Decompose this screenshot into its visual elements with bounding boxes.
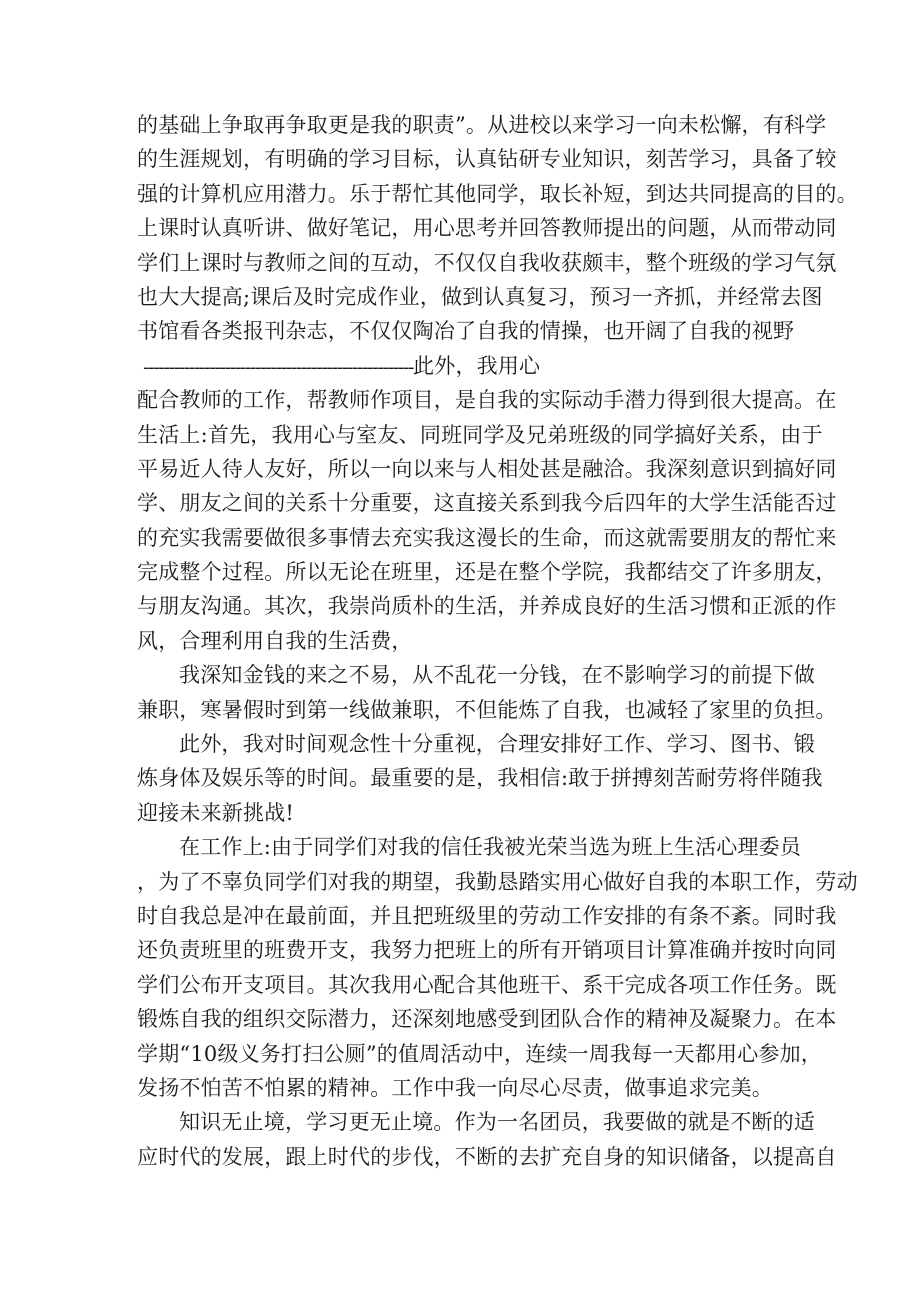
dash-separator: ----------------------------------------------------- (143, 356, 414, 378)
text-line: 生活上:首先，我用心与室友、同班同学及兄弟班级的同学搞好关系，由于 (137, 422, 823, 447)
text-line: 风，合理利用自我的生活费， (137, 628, 413, 653)
text-line: 平易近人待人友好，所以一向以来与人相处甚是融洽。我深刻意识到搞好同 (137, 456, 837, 481)
text-line: 学们上课时与教师之间的互动，不仅仅自我收获颇丰，整个班级的学习气氛 (137, 250, 837, 275)
text-line: 炼身体及娱乐等的时间。最重要的是，我相信:敢于拼搏刻苦耐劳将伴随我 (137, 766, 823, 791)
text-line: 完成整个过程。所以无论在班里，还是在整个学院，我都结交了许多朋友， (137, 560, 837, 585)
text-line: 与朋友沟通。其次，我崇尚质朴的生活，并养成良好的生活习惯和正派的作 (137, 594, 837, 619)
text-line: ，为了不辜负同学们对我的期望，我勤恳踏实用心做好自我的本职工作，劳动 (137, 869, 858, 894)
text-line: 配合教师的工作，帮教师作项目，是自我的实际动手潜力得到很大提高。在 (137, 388, 837, 413)
text-line: 上课时认真听讲、做好笔记，用心思考并回答教师提出的问题，从而带动同 (137, 216, 837, 241)
paragraph-1 (137, 108, 858, 349)
text-line: 还负责班里的班费开支，我努力把班上的所有开销项目计算准确并按时向同 (137, 938, 837, 963)
dash-separator-line (137, 349, 797, 383)
text-line: 兼职，寒暑假时到第一线做兼职，不但能炼了自我，也减轻了家里的负担。 (137, 697, 837, 722)
text-line: 锻炼自我的组织交际潜力，还深刻地感受到团队合作的精神及凝聚力。在本 (137, 1007, 837, 1032)
paragraph-3 (137, 658, 837, 727)
text-line: 的生涯规划，有明确的学习目标，认真钻研专业知识，刻苦学习，具备了较 (137, 147, 837, 172)
dash-tail-text: 此外，我用心 (413, 353, 541, 378)
text-line: 也大大提高;课后及时完成作业，做到认真复习，预习一齐抓，并经常去图 (137, 284, 823, 309)
text-line: 学们公布开支项目。其次我用心配合其他班干、系干完成各项工作任务。既 (137, 972, 837, 997)
document-body (137, 108, 858, 1174)
text-line: 知识无止境，学习更无止境。作为一名团员，我要做的就是不断的适 (179, 1110, 815, 1135)
text-line: 迎接未来新挑战! (137, 800, 295, 825)
paragraph-5 (137, 830, 858, 1105)
paragraph-4 (137, 727, 823, 830)
text-line: 书馆看各类报刊杂志，不仅仅陶冶了自我的情操，也开阔了自我的视野 (137, 319, 795, 344)
text-line: 应时代的发展，跟上时代的步伐，不断的去扩充自身的知识储备，以提高自 (137, 1144, 837, 1169)
paragraph-6 (137, 1105, 837, 1174)
text-line: 强的计算机应用潜力。乐于帮忙其他同学，取长补短，到达共同提高的目的。 (137, 181, 858, 206)
text-line: 的基础上争取再争取更是我的职责”。从进校以来学习一向未松懈，有科学 (137, 113, 827, 137)
text-line: 的充实我需要做很多事情去充实我这漫长的生命，而这就需要朋友的帮忙来 (137, 525, 837, 550)
text-line: 学期“10级义务打扫公厕”的值周活动中，连续一周我每一天都用心参加， (137, 1041, 822, 1066)
text-line: 学、朋友之间的关系十分重要，这直接关系到我今后四年的大学生活能否过 (137, 491, 837, 516)
text-line: 我深知金钱的来之不易，从不乱花一分钱，在不影响学习的前提下做 (179, 663, 815, 688)
text-line: 在工作上:由于同学们对我的信任我被光荣当选为班上生活心理委员 (179, 835, 802, 860)
paragraph-2 (137, 383, 837, 658)
text-line: 此外，我对时间观念性十分重视，合理安排好工作、学习、图书、锻 (179, 732, 815, 757)
text-line: 时自我总是冲在最前面，并且把班级里的劳动工作安排的有条不紊。同时我 (137, 903, 837, 928)
text-line: 发扬不怕苦不怕累的精神。工作中我一向尽心尽责，做事追求完美。 (137, 1075, 773, 1100)
